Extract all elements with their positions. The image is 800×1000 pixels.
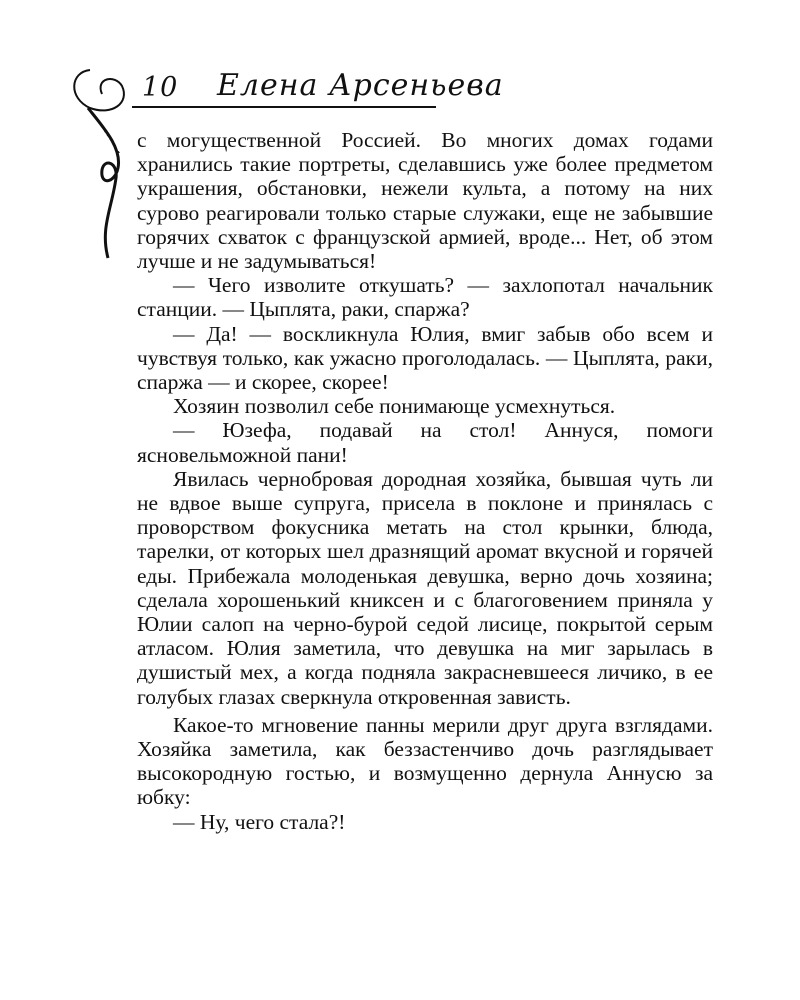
- paragraph: Какое-то мгновение панны мерили друг друга взглядами. Хозяйка заметила, как беззастенчиво дочь разглядывает высокородную гостью, и возмущенно дернула Аннусю за юбку:: [137, 712, 713, 810]
- paragraph: — Юзефа, подавай на стол! Аннуся, помоги ясновельможной пани!: [137, 418, 713, 467]
- paragraph: — Ну, чего стала?!: [173, 809, 346, 834]
- body-text: [137, 128, 713, 834]
- paragraph: Хозяин позволил себе понимающе усмехнуться.: [173, 394, 616, 419]
- paragraph: с могущественной Россией. Во многих домах годами хранились такие портреты, сделавшись уже более предметом украшения, обстановки, нежели культа, а потому на них сурово реагировали только старые служаки, еще не забывшие горячих схваток с французской армией, вроде... Нет, об этом лучше и не задумываться!: [137, 128, 713, 274]
- page-header: [60, 58, 720, 118]
- running-head-author: Елена Арсеньева: [217, 68, 504, 103]
- header-rule: [132, 106, 436, 108]
- paragraph: — Да! — воскликнула Юлия, вмиг забыв обо всем и чувствуя только, как ужасно проголодалась. — Цыплята, раки, спаржа — и скорее, скорее!: [137, 321, 713, 395]
- page-number: 10: [142, 72, 179, 103]
- paragraph: Явилась чернобровая дородная хозяйка, бывшая чуть ли не вдвое выше супруга, присела в поклоне и принялась с проворством фокусника метать на стол крынки, блюда, тарелки, от которых шел дразнящий аромат вкусной и горячей еды. Прибежала молоденькая девушка, верно дочь хозяина; сделала хорошенький книксен и с благоговением приняла у Юлии салоп на черно-бурой седой лисице, покрытой серым атласом. Юлия заметила, что девушка на миг зарылась в душистый мех, а когда подняла закрасневшееся личико, в ее голубых глазах сверкнула откровенная зависть.: [137, 466, 713, 709]
- paragraph: — Чего изволите откушать? — захлопотал начальник станции. — Цыплята, раки, спаржа?: [137, 273, 713, 322]
